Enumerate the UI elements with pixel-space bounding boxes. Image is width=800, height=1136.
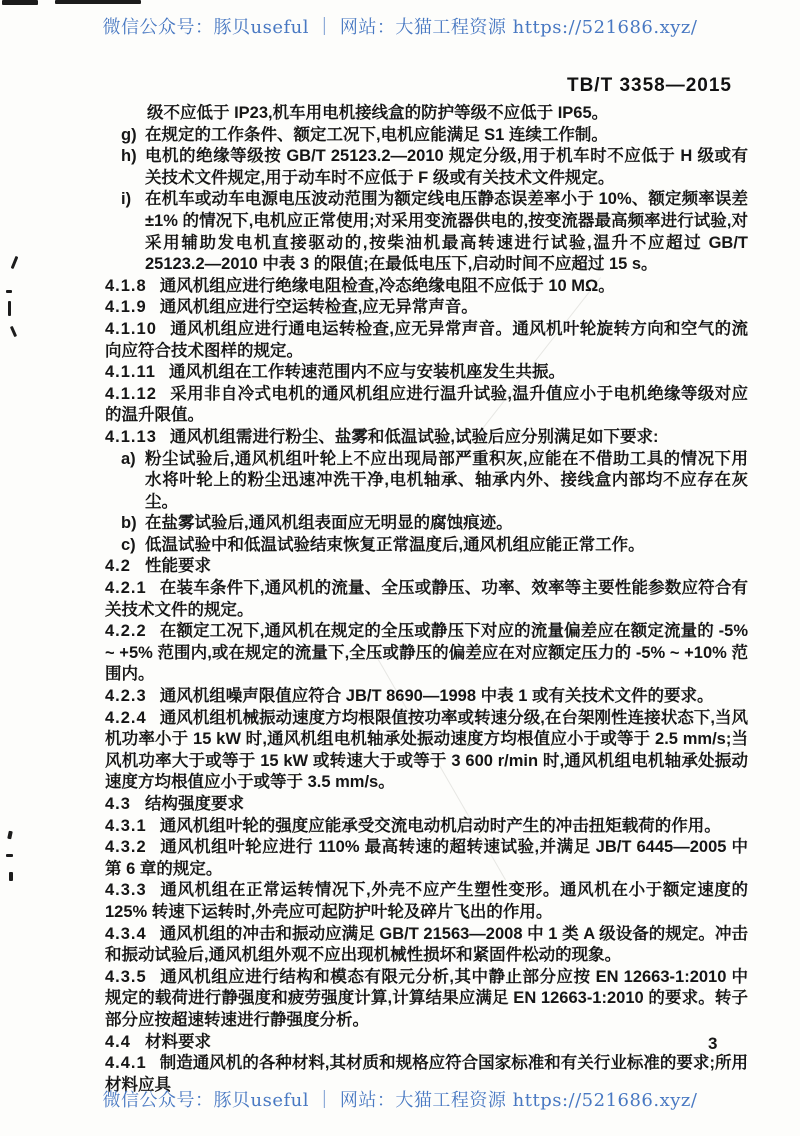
clause-number: 4.4.1 [105,1054,147,1073]
heading-text: 结构强度要求 [144,795,244,813]
clause-number: 4.3.4 [105,924,147,943]
list-item-h [105,146,748,189]
page-number: 3 [708,1034,718,1053]
clause-text: 通风机组应进行空运转检查,应无异常声音。 [159,298,478,317]
list-item-g [105,125,748,147]
clause-number: 4.1.11 [105,363,156,382]
scan-artifact [9,872,13,881]
paragraph-text: 电机的绝缘等级按 GB/T 25123.2—2010 规定分级,用于机车时不应低于 H 级或有关技术文件规定,用于动车时不应低于 F 级或有关技术文件规定。 [145,147,748,187]
clause-text: 通风机组在正常运转情况下,外壳不应产生塑性变形。通风机在小于额定速度的 125% 转速下运转时,外壳应可起防护叶轮及碎片飞出的作用。 [105,881,748,921]
clause-text: 通风机组应进行结构和模态有限元分析,其中静止部分应按 EN 12663-1:2010 中规定的载荷进行静强度和疲劳强度计算,计算结果应满足 EN 12663-1:2010 的要求。转子部分应按超速转速进行静强度分析。 [105,967,748,1029]
scan-artifact [7,831,13,840]
clause-4-3-3 [105,880,748,923]
scan-artifact [6,290,12,293]
list-marker: h) [121,147,137,166]
scan-artifact [55,0,141,4]
paragraph-text: 在机车或动车电源电压波动范围为额定线电压静态误差率小于 10%、额定频率误差 ±1% 的情况下,电机应正常使用;对采用变流器供电的,按变流器最高频率进行试验,对采用辅助发电机直接驱动的,按柴油机最高转速进行试验,温升不应超过 GB/T 25123.2—2010 中表 3 的限值;在最低电压下,启动时间不应超过 15 s。 [145,190,748,274]
clause-text: 通风机组应进行通电运转检查,应无异常声音。通风机叶轮旋转方向和空气的流向应符合技术图样的规定。 [105,319,748,360]
clause-number: 4.3.5 [105,967,147,986]
clause-4-1-8 [105,276,748,298]
list-marker: c) [121,535,136,554]
heading-4-3 [105,794,748,816]
heading-text: 性能要求 [144,557,211,576]
clause-text: 制造通风机的各种材料,其材质和规格应符合国家标准和有关行业标准的要求;所用材料应具 [105,1054,748,1094]
clause-text: 采用非自冷式电机的通风机组应进行温升试验,温升值应小于电机绝缘等级对应的温升限值。 [105,384,748,425]
clause-4-1-10 [105,319,748,362]
clause-4-2-2 [105,621,748,686]
paragraph-text: 低温试验中和低温试验结束恢复正常温度后,通风机组应能正常工作。 [145,535,645,554]
clause-4-2-1 [105,578,748,621]
clause-4-3-5 [105,967,748,1032]
clause-text: 通风机组机械振动速度方均根限值按功率或转速分级,在台架刚性连接状态下,当风机功率小于 15 kW 时,通风机组电机轴承处振动速度方均根值应小于或等于 2.5 mm/s;当风机功率大于或等于 15 kW 或转速大于或等于 3 600 r/min 时,通风机组电机轴承处振动速度方均根值应小于或等于 3.5 mm/s。 [105,708,748,792]
clause-number: 4.2.1 [105,579,147,598]
clause-4-3-1 [105,816,748,838]
scan-artifact [6,854,13,857]
clause-4-1-11 [105,362,748,384]
clause-4-2-3 [105,686,748,708]
clause-number: 4.2.2 [105,622,147,641]
clause-4-2-4 [105,708,748,794]
document-number: TB/T 3358—2015 [566,75,732,96]
clause-4-1-12 [105,384,748,427]
paragraph-text: 在规定的工作条件、额定工况下,电机应能满足 S1 连续工作制。 [145,125,608,144]
clause-text: 在额定工况下,通风机在规定的全压或静压下对应的流量偏差应在额定流量的 -5% ~ +5% 范围内,或在规定的流量下,全压或静压的偏差应在对应额定压力的 -5% ~ +10% 范围内。 [105,622,748,684]
clause-number: 4.2.3 [105,687,147,706]
clause-text: 通风机组应进行绝缘电阻检查,冷态绝缘电阻不应低于 10 MΩ。 [159,276,615,295]
clause-number: 4.1.12 [105,384,157,403]
clause-number: 4.3.2 [105,838,147,857]
clause-4-3-2 [105,837,748,880]
list-marker: b) [121,514,137,533]
list-item-a [105,449,748,514]
clause-text: 通风机组噪声限值应符合 JB/T 8690—1998 中表 1 或有关技术文件的要求。 [159,687,714,706]
clause-number: 4.3.1 [105,816,147,835]
watermark-bottom: 微信公众号：豚贝useful ｜ 网站：大猫工程资源 https://521686.xyz/ [102,1090,698,1111]
clause-text: 通风机组在工作转速范围内不应与安装机座发生共振。 [168,363,565,382]
clause-text: 通风机组需进行粉尘、盐雾和低温试验,试验后应分别满足如下要求: [169,427,659,446]
clause-text: 在装车条件下,通风机的流量、全压或静压、功率、效率等主要性能参数应符合有关技术文件的规定。 [105,579,748,619]
clause-text: 通风机组叶轮应进行 110% 最高转速的超转速试验,并满足 JB/T 6445—2005 中第 6 章的规定。 [105,838,748,878]
heading-4-4 [105,1032,748,1054]
list-marker: i) [121,190,132,209]
list-item-b [105,513,748,535]
clause-4-1-9 [105,297,748,319]
heading-number: 4.2 [105,557,131,576]
list-marker: g) [121,125,137,144]
watermark-top: 微信公众号：豚贝useful ｜ 网站：大猫工程资源 https://521686.xyz/ [102,17,698,38]
clause-number: 4.1.13 [105,427,157,446]
heading-text: 材料要求 [144,1032,211,1051]
heading-number: 4.3 [105,795,131,813]
clause-number: 4.1.8 [105,276,147,295]
clause-number: 4.3.3 [105,881,147,900]
scan-artifact [10,326,17,337]
scan-artifact [11,256,19,269]
clause-4-1-13 [105,427,748,449]
paragraph-text: 粉尘试验后,通风机组叶轮上不应出现局部严重积灰,应能在不借助工具的情况下用水将叶轮上的粉尘迅速冲洗干净,电机轴承、轴承内外、接线盒内部均不应存在灰尘。 [145,449,748,511]
list-item-c [105,535,748,557]
clause-number: 4.1.9 [105,298,147,317]
heading-number: 4.4 [105,1032,131,1051]
paragraph-text: 级不应低于 IP23,机车用电机接线盒的防护等级不应低于 IP65。 [147,104,609,122]
clause-text: 通风机组叶轮的强度应能承受交流电动机启动时产生的冲击扭矩载荷的作用。 [159,816,721,835]
document-body [105,103,748,1096]
clause-number: 4.2.4 [105,708,147,727]
list-marker: a) [121,449,136,468]
clause-text: 通风机组的冲击和振动应满足 GB/T 21563—2008 中 1 类 A 级设备的规定。冲击和振动试验后,通风机组外观不应出现机械性损坏和紧固件松动的现象。 [105,924,748,965]
scan-artifact [2,0,38,5]
list-item-i [105,189,748,275]
paragraph-text: 在盐雾试验后,通风机组表面应无明显的腐蚀痕迹。 [145,514,513,533]
clause-4-3-4 [105,924,748,967]
clause-number: 4.1.10 [105,319,157,338]
paragraph-continuation [105,103,748,125]
scan-artifact [8,301,11,316]
heading-4-2 [105,556,748,578]
